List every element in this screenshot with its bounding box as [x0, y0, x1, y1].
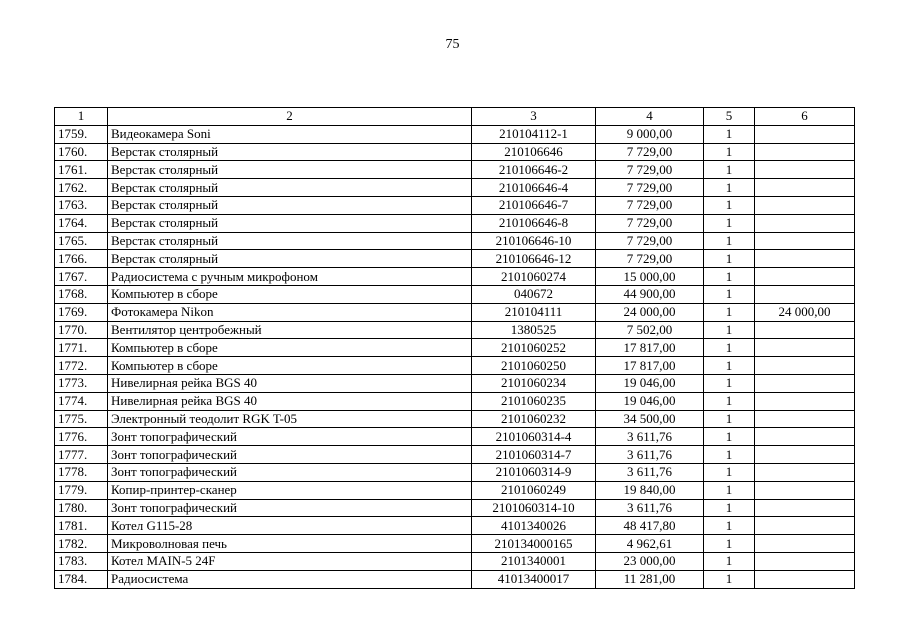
inventory-code: 2101060252: [472, 339, 596, 357]
item-quantity: 1: [704, 357, 755, 375]
inventory-code: 210106646: [472, 143, 596, 161]
item-quantity: 1: [704, 285, 755, 303]
table-body: [55, 125, 855, 588]
table-row: [55, 196, 855, 214]
table-row: [55, 357, 855, 375]
row-number: 1773.: [55, 374, 108, 392]
item-price: 19 046,00: [596, 374, 704, 392]
item-extra-value: [755, 570, 855, 588]
row-number: 1772.: [55, 357, 108, 375]
item-price: 7 729,00: [596, 161, 704, 179]
inventory-code: 4101340026: [472, 517, 596, 535]
inventory-code: 2101060250: [472, 357, 596, 375]
item-extra-value: [755, 339, 855, 357]
table-row: [55, 179, 855, 197]
item-price: 7 729,00: [596, 232, 704, 250]
item-quantity: 1: [704, 179, 755, 197]
item-price: 15 000,00: [596, 268, 704, 286]
item-extra-value: [755, 535, 855, 553]
table-row: [55, 125, 855, 143]
item-extra-value: [755, 481, 855, 499]
item-price: 3 611,76: [596, 463, 704, 481]
item-quantity: 1: [704, 268, 755, 286]
item-quantity: 1: [704, 321, 755, 339]
item-extra-value: [755, 285, 855, 303]
inventory-code: 2101060249: [472, 481, 596, 499]
page-number: 75: [445, 37, 460, 52]
item-quantity: 1: [704, 214, 755, 232]
item-quantity: 1: [704, 535, 755, 553]
row-number: 1770.: [55, 321, 108, 339]
item-extra-value: [755, 125, 855, 143]
item-quantity: 1: [704, 374, 755, 392]
item-quantity: 1: [704, 392, 755, 410]
item-extra-value: [755, 357, 855, 375]
row-number: 1783.: [55, 552, 108, 570]
item-name: Верстак столярный: [108, 214, 472, 232]
item-name: Зонт топографический: [108, 499, 472, 517]
table-row: [55, 552, 855, 570]
table-row: [55, 535, 855, 553]
item-name: Котел G115-28: [108, 517, 472, 535]
item-name: Котел MAIN-5 24F: [108, 552, 472, 570]
item-quantity: 1: [704, 517, 755, 535]
item-price: 11 281,00: [596, 570, 704, 588]
item-price: 48 417,80: [596, 517, 704, 535]
item-name: Радиосистема с ручным микрофоном: [108, 268, 472, 286]
item-quantity: 1: [704, 446, 755, 464]
item-price: 24 000,00: [596, 303, 704, 321]
row-number: 1779.: [55, 481, 108, 499]
item-name: Верстак столярный: [108, 250, 472, 268]
table-row: [55, 143, 855, 161]
item-price: 7 729,00: [596, 214, 704, 232]
row-number: 1771.: [55, 339, 108, 357]
item-quantity: 1: [704, 125, 755, 143]
item-extra-value: [755, 196, 855, 214]
item-name: Верстак столярный: [108, 161, 472, 179]
item-name: Зонт топографический: [108, 446, 472, 464]
item-quantity: 1: [704, 499, 755, 517]
item-price: 19 840,00: [596, 481, 704, 499]
table-row: [55, 285, 855, 303]
column-header: 4: [596, 108, 704, 126]
row-number: 1762.: [55, 179, 108, 197]
item-price: 17 817,00: [596, 339, 704, 357]
table-row: [55, 410, 855, 428]
row-number: 1782.: [55, 535, 108, 553]
item-name: Электронный теодолит RGK T-05: [108, 410, 472, 428]
row-number: 1777.: [55, 446, 108, 464]
inventory-code: 2101060235: [472, 392, 596, 410]
item-quantity: 1: [704, 339, 755, 357]
inventory-code: 2101060314-4: [472, 428, 596, 446]
table-row: [55, 268, 855, 286]
row-number: 1763.: [55, 196, 108, 214]
row-number: 1764.: [55, 214, 108, 232]
item-extra-value: [755, 446, 855, 464]
table-row: [55, 250, 855, 268]
item-extra-value: [755, 232, 855, 250]
table-row: [55, 339, 855, 357]
item-extra-value: [755, 463, 855, 481]
row-number: 1759.: [55, 125, 108, 143]
item-extra-value: [755, 268, 855, 286]
item-extra-value: [755, 410, 855, 428]
table-row: [55, 161, 855, 179]
inventory-code: 040672: [472, 285, 596, 303]
inventory-code: 210106646-8: [472, 214, 596, 232]
table-row: [55, 517, 855, 535]
item-price: 3 611,76: [596, 428, 704, 446]
item-price: 23 000,00: [596, 552, 704, 570]
item-quantity: 1: [704, 250, 755, 268]
item-extra-value: [755, 428, 855, 446]
inventory-code: 1380525: [472, 321, 596, 339]
table-row: [55, 570, 855, 588]
row-number: 1778.: [55, 463, 108, 481]
inventory-code: 2101060274: [472, 268, 596, 286]
item-price: 7 729,00: [596, 179, 704, 197]
inventory-code: 41013400017: [472, 570, 596, 588]
table-row: [55, 481, 855, 499]
item-name: Компьютер в сборе: [108, 339, 472, 357]
table-row: [55, 374, 855, 392]
inventory-code: 2101060234: [472, 374, 596, 392]
item-quantity: 1: [704, 570, 755, 588]
item-quantity: 1: [704, 143, 755, 161]
row-number: 1766.: [55, 250, 108, 268]
table-header-row: [55, 108, 855, 126]
row-number: 1769.: [55, 303, 108, 321]
item-extra-value: [755, 321, 855, 339]
item-price: 9 000,00: [596, 125, 704, 143]
item-name: Верстак столярный: [108, 232, 472, 250]
row-number: 1781.: [55, 517, 108, 535]
item-extra-value: [755, 517, 855, 535]
item-price: 3 611,76: [596, 499, 704, 517]
row-number: 1768.: [55, 285, 108, 303]
item-name: Нивелирная рейка BGS 40: [108, 374, 472, 392]
row-number: 1767.: [55, 268, 108, 286]
item-name: Вентилятор центробежный: [108, 321, 472, 339]
inventory-table: [54, 107, 855, 589]
inventory-code: 210106646-10: [472, 232, 596, 250]
item-quantity: 1: [704, 552, 755, 570]
item-name: Зонт топографический: [108, 463, 472, 481]
table-row: [55, 463, 855, 481]
item-name: Верстак столярный: [108, 179, 472, 197]
table-row: [55, 392, 855, 410]
item-extra-value: [755, 179, 855, 197]
item-quantity: 1: [704, 303, 755, 321]
item-price: 7 729,00: [596, 196, 704, 214]
item-extra-value: [755, 161, 855, 179]
column-header: 3: [472, 108, 596, 126]
item-name: Копир-принтер-сканер: [108, 481, 472, 499]
table-row: [55, 214, 855, 232]
column-header: 2: [108, 108, 472, 126]
table-row: [55, 428, 855, 446]
item-price: 17 817,00: [596, 357, 704, 375]
item-name: Радиосистема: [108, 570, 472, 588]
table-row: [55, 232, 855, 250]
item-price: 4 962,61: [596, 535, 704, 553]
item-name: Компьютер в сборе: [108, 285, 472, 303]
row-number: 1775.: [55, 410, 108, 428]
item-name: Фотокамера Nikon: [108, 303, 472, 321]
table-row: [55, 303, 855, 321]
item-extra-value: [755, 374, 855, 392]
row-number: 1780.: [55, 499, 108, 517]
inventory-code: 210106646-4: [472, 179, 596, 197]
item-price: 44 900,00: [596, 285, 704, 303]
item-extra-value: 24 000,00: [755, 303, 855, 321]
row-number: 1761.: [55, 161, 108, 179]
item-extra-value: [755, 499, 855, 517]
item-price: 7 729,00: [596, 143, 704, 161]
inventory-code: 2101060314-7: [472, 446, 596, 464]
item-extra-value: [755, 143, 855, 161]
column-header: 6: [755, 108, 855, 126]
table-row: [55, 321, 855, 339]
item-name: Нивелирная рейка BGS 40: [108, 392, 472, 410]
item-extra-value: [755, 250, 855, 268]
inventory-code: 2101060232: [472, 410, 596, 428]
item-extra-value: [755, 214, 855, 232]
item-price: 34 500,00: [596, 410, 704, 428]
item-name: Видеокамера Soni: [108, 125, 472, 143]
item-price: 19 046,00: [596, 392, 704, 410]
table-row: [55, 446, 855, 464]
item-extra-value: [755, 552, 855, 570]
inventory-code: 210104111: [472, 303, 596, 321]
column-header: 1: [55, 108, 108, 126]
inventory-code: 2101060314-10: [472, 499, 596, 517]
inventory-code: 210106646-7: [472, 196, 596, 214]
item-quantity: 1: [704, 232, 755, 250]
inventory-code: 210104112-1: [472, 125, 596, 143]
inventory-code: 2101340001: [472, 552, 596, 570]
item-price: 3 611,76: [596, 446, 704, 464]
row-number: 1765.: [55, 232, 108, 250]
inventory-code: 210106646-2: [472, 161, 596, 179]
inventory-code: 210134000165: [472, 535, 596, 553]
item-quantity: 1: [704, 428, 755, 446]
item-name: Микроволновая печь: [108, 535, 472, 553]
row-number: 1774.: [55, 392, 108, 410]
row-number: 1776.: [55, 428, 108, 446]
item-name: Зонт топографический: [108, 428, 472, 446]
inventory-code: 2101060314-9: [472, 463, 596, 481]
item-quantity: 1: [704, 161, 755, 179]
item-price: 7 729,00: [596, 250, 704, 268]
item-name: Верстак столярный: [108, 143, 472, 161]
table-row: [55, 499, 855, 517]
item-extra-value: [755, 392, 855, 410]
item-price: 7 502,00: [596, 321, 704, 339]
item-quantity: 1: [704, 196, 755, 214]
item-name: Компьютер в сборе: [108, 357, 472, 375]
item-quantity: 1: [704, 481, 755, 499]
row-number: 1784.: [55, 570, 108, 588]
item-name: Верстак столярный: [108, 196, 472, 214]
item-quantity: 1: [704, 410, 755, 428]
column-header: 5: [704, 108, 755, 126]
row-number: 1760.: [55, 143, 108, 161]
inventory-code: 210106646-12: [472, 250, 596, 268]
item-quantity: 1: [704, 463, 755, 481]
